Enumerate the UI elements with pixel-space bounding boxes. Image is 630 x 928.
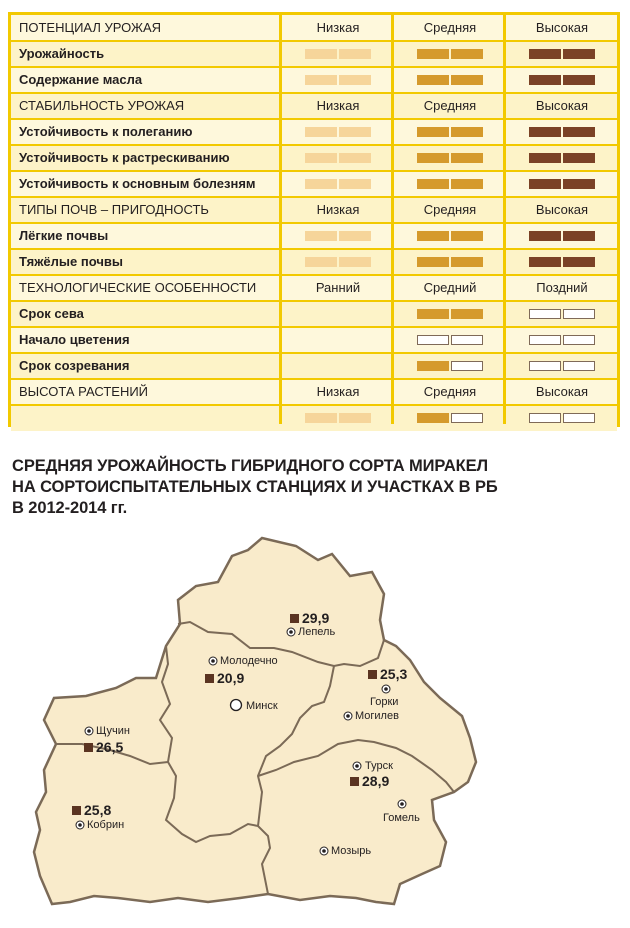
rating-bar-low bbox=[305, 179, 337, 189]
rating-bars bbox=[395, 335, 505, 345]
column-header: Низкая bbox=[316, 98, 360, 113]
city-marker-icon bbox=[75, 820, 85, 830]
rating-bar-mid bbox=[417, 153, 449, 163]
rating-bar-high bbox=[563, 257, 595, 267]
rating-bar-low bbox=[339, 49, 371, 59]
table-row bbox=[11, 145, 617, 171]
rating-bars bbox=[283, 75, 393, 85]
column-header: Средняя bbox=[423, 20, 477, 35]
rating-bar-high bbox=[529, 179, 561, 189]
rating-bars bbox=[283, 257, 393, 267]
city-marker-icon bbox=[319, 846, 329, 856]
rating-bar-low bbox=[305, 75, 337, 85]
title-line-3: В 2012-2014 гг. bbox=[12, 499, 128, 517]
row-divider bbox=[11, 118, 617, 120]
city-marker-icon bbox=[352, 761, 362, 771]
row-label: Срок созревания bbox=[19, 358, 130, 373]
table-row bbox=[11, 171, 617, 197]
rating-bars bbox=[283, 231, 393, 241]
rating-bars bbox=[395, 75, 505, 85]
column-header: Средняя bbox=[423, 202, 477, 217]
rating-bars bbox=[507, 335, 617, 345]
rating-bar-mid bbox=[451, 153, 483, 163]
table-row bbox=[11, 223, 617, 249]
yield-square-icon bbox=[84, 743, 93, 752]
rating-bars bbox=[283, 127, 393, 137]
rating-bar-low bbox=[339, 127, 371, 137]
yield-kobrin: 25,8 bbox=[72, 802, 111, 818]
yield-molodechno: 20,9 bbox=[205, 670, 244, 686]
city-marker-icon bbox=[208, 656, 218, 666]
rating-bars bbox=[395, 231, 505, 241]
city-kobrin: Кобрин bbox=[87, 819, 125, 831]
yield-tursk: 28,9 bbox=[350, 773, 389, 789]
row-divider bbox=[11, 404, 617, 406]
rating-bar-low bbox=[305, 49, 337, 59]
city-gomel: Гомель bbox=[383, 812, 420, 824]
column-header: Высокая bbox=[535, 20, 589, 35]
rating-bar-high bbox=[529, 49, 561, 59]
column-header: Низкая bbox=[316, 202, 360, 217]
city-lepel: Лепель bbox=[298, 626, 336, 638]
row-label: Устойчивость к основным болезням bbox=[19, 176, 256, 191]
row-divider bbox=[11, 196, 617, 198]
table-row bbox=[11, 327, 617, 353]
column-header: Ранний bbox=[315, 280, 361, 295]
table-row bbox=[11, 405, 617, 431]
rating-bar-mid bbox=[417, 49, 449, 59]
rating-bar-low bbox=[305, 231, 337, 241]
rating-bar-mid bbox=[417, 413, 449, 423]
rating-bar-empty bbox=[529, 309, 561, 319]
row-divider bbox=[11, 170, 617, 172]
rating-bar-low bbox=[339, 257, 371, 267]
rating-bar-mid bbox=[417, 257, 449, 267]
section-row bbox=[11, 379, 617, 405]
chart-title bbox=[12, 456, 498, 519]
row-label: Срок сева bbox=[19, 306, 84, 321]
rating-bars bbox=[395, 127, 505, 137]
rating-bars bbox=[395, 49, 505, 59]
rating-bars bbox=[283, 153, 393, 163]
rating-bar-low bbox=[339, 413, 371, 423]
yield-lepel: 29,9 bbox=[290, 610, 329, 626]
city-gorki: Горки bbox=[370, 696, 399, 708]
row-divider bbox=[11, 352, 617, 354]
rating-bar-empty bbox=[529, 335, 561, 345]
rating-bar-high bbox=[563, 179, 595, 189]
rating-bar-empty bbox=[529, 413, 561, 423]
rating-bar-high bbox=[563, 153, 595, 163]
rating-bar-empty bbox=[563, 335, 595, 345]
row-divider bbox=[11, 248, 617, 250]
rating-bars bbox=[507, 231, 617, 241]
rating-bars bbox=[395, 413, 505, 423]
rating-bar-mid bbox=[417, 309, 449, 319]
row-label: Содержание масла bbox=[19, 72, 143, 87]
rating-bar-mid bbox=[451, 127, 483, 137]
rating-bar-empty bbox=[451, 335, 483, 345]
rating-bar-low bbox=[305, 413, 337, 423]
city-molodechno: Молодечно bbox=[220, 655, 278, 667]
yield-square-icon bbox=[350, 777, 359, 786]
column-divider bbox=[503, 15, 506, 424]
rating-bar-low bbox=[305, 257, 337, 267]
rating-bar-empty bbox=[563, 309, 595, 319]
city-shchuchin: Щучин bbox=[96, 725, 131, 737]
column-divider bbox=[279, 15, 282, 424]
city-marker-icon bbox=[84, 726, 94, 736]
yield-square-icon bbox=[205, 674, 214, 683]
city-minsk: Минск bbox=[246, 700, 278, 712]
rating-bar-mid bbox=[417, 75, 449, 85]
column-header: Высокая bbox=[535, 384, 589, 399]
country-outline bbox=[34, 538, 476, 904]
row-divider bbox=[11, 40, 617, 42]
rating-bar-high bbox=[529, 153, 561, 163]
row-divider bbox=[11, 144, 617, 146]
map-svg bbox=[0, 530, 630, 923]
column-header: Низкая bbox=[316, 20, 360, 35]
rating-bar-low bbox=[339, 179, 371, 189]
rating-bars bbox=[507, 309, 617, 319]
row-label: ВЫСОТА РАСТЕНИЙ bbox=[19, 384, 149, 399]
row-divider bbox=[11, 378, 617, 380]
rating-bars bbox=[283, 49, 393, 59]
column-header: Средняя bbox=[423, 384, 477, 399]
column-header: Средний bbox=[423, 280, 477, 295]
row-label: СТАБИЛЬНОСТЬ УРОЖАЯ bbox=[19, 98, 185, 113]
column-divider bbox=[391, 15, 394, 424]
section-row bbox=[11, 93, 617, 119]
rating-bar-low bbox=[339, 153, 371, 163]
city-mozyr: Мозырь bbox=[331, 845, 372, 857]
rating-bars bbox=[395, 361, 505, 371]
rating-bar-low bbox=[339, 75, 371, 85]
row-divider bbox=[11, 66, 617, 68]
row-label: Начало цветения bbox=[19, 332, 130, 347]
rating-bar-empty bbox=[451, 413, 483, 423]
table-row bbox=[11, 301, 617, 327]
rating-bar-mid bbox=[451, 75, 483, 85]
city-marker-icon bbox=[286, 627, 296, 637]
characteristics-table bbox=[8, 12, 620, 427]
rating-bars bbox=[507, 179, 617, 189]
rating-bar-empty bbox=[451, 361, 483, 371]
rating-bars bbox=[395, 257, 505, 267]
rating-bar-high bbox=[563, 75, 595, 85]
row-label: Тяжёлые почвы bbox=[19, 254, 123, 269]
rating-bar-high bbox=[529, 75, 561, 85]
column-header: Поздний bbox=[536, 280, 588, 295]
rating-bars bbox=[507, 49, 617, 59]
rating-bar-mid bbox=[417, 127, 449, 137]
rating-bar-high bbox=[529, 257, 561, 267]
rating-bar-high bbox=[563, 231, 595, 241]
city-marker-icon bbox=[343, 711, 353, 721]
yield-gorki: 25,3 bbox=[368, 666, 407, 682]
row-label: Устойчивость к растрескиванию bbox=[19, 150, 230, 165]
rating-bar-mid bbox=[451, 179, 483, 189]
section-row bbox=[11, 15, 617, 41]
rating-bar-mid bbox=[417, 179, 449, 189]
rating-bar-mid bbox=[451, 49, 483, 59]
row-divider bbox=[11, 222, 617, 224]
rating-bar-low bbox=[339, 231, 371, 241]
rating-bar-high bbox=[529, 231, 561, 241]
row-divider bbox=[11, 274, 617, 276]
table-row bbox=[11, 119, 617, 145]
rating-bar-mid bbox=[451, 257, 483, 267]
rating-bars bbox=[507, 75, 617, 85]
row-label: Урожайность bbox=[19, 46, 105, 61]
rating-bars bbox=[507, 413, 617, 423]
rating-bars bbox=[283, 179, 393, 189]
rating-bar-mid bbox=[417, 361, 449, 371]
rating-bar-empty bbox=[563, 361, 595, 371]
belarus-map bbox=[0, 530, 630, 923]
row-divider bbox=[11, 92, 617, 94]
city-marker-icon bbox=[397, 799, 407, 809]
rating-bars bbox=[283, 413, 393, 423]
rating-bar-low bbox=[305, 153, 337, 163]
column-header: Низкая bbox=[316, 384, 360, 399]
rating-bar-high bbox=[563, 49, 595, 59]
rating-bars bbox=[507, 127, 617, 137]
rating-bar-empty bbox=[417, 335, 449, 345]
rating-bars bbox=[283, 335, 393, 345]
row-label: ПОТЕНЦИАЛ УРОЖАЯ bbox=[19, 20, 162, 35]
column-header: Средняя bbox=[423, 98, 477, 113]
row-label: Устойчивость к полеганию bbox=[19, 124, 193, 139]
rating-bars bbox=[283, 361, 393, 371]
yield-shchuchin: 26,5 bbox=[84, 739, 123, 755]
row-label: ТЕХНОЛОГИЧЕСКИЕ ОСОБЕННОСТИ bbox=[19, 280, 257, 295]
rating-bar-empty bbox=[563, 413, 595, 423]
rating-bar-empty bbox=[529, 361, 561, 371]
section-row bbox=[11, 275, 617, 301]
rating-bar-mid bbox=[451, 309, 483, 319]
rating-bars bbox=[283, 309, 393, 319]
title-line-2: НА СОРТОИСПЫТАТЕЛЬНЫХ СТАНЦИЯХ И УЧАСТКАХ В РБ bbox=[12, 478, 498, 496]
capital-marker-icon bbox=[229, 698, 243, 712]
table-row bbox=[11, 41, 617, 67]
column-header: Высокая bbox=[535, 98, 589, 113]
table-row bbox=[11, 67, 617, 93]
rating-bar-high bbox=[563, 127, 595, 137]
column-header: Высокая bbox=[535, 202, 589, 217]
rating-bars bbox=[507, 153, 617, 163]
table-row bbox=[11, 353, 617, 379]
yield-square-icon bbox=[368, 670, 377, 679]
rating-bars bbox=[395, 309, 505, 319]
city-tursk: Турск bbox=[365, 760, 393, 772]
rating-bars bbox=[395, 153, 505, 163]
row-divider bbox=[11, 326, 617, 328]
rating-bar-high bbox=[529, 127, 561, 137]
rating-bars bbox=[507, 361, 617, 371]
yield-square-icon bbox=[290, 614, 299, 623]
rating-bar-mid bbox=[451, 231, 483, 241]
section-row bbox=[11, 197, 617, 223]
city-marker-icon bbox=[381, 684, 391, 694]
yield-square-icon bbox=[72, 806, 81, 815]
row-label: Лёгкие почвы bbox=[19, 228, 109, 243]
rating-bar-low bbox=[305, 127, 337, 137]
title-line-1: СРЕДНЯЯ УРОЖАЙНОСТЬ ГИБРИДНОГО СОРТА МИРАКЕЛ bbox=[12, 457, 489, 475]
rating-bar-mid bbox=[417, 231, 449, 241]
row-divider bbox=[11, 300, 617, 302]
rating-bars bbox=[507, 257, 617, 267]
rating-bars bbox=[395, 179, 505, 189]
row-label: ТИПЫ ПОЧВ – ПРИГОДНОСТЬ bbox=[19, 202, 209, 217]
city-mogilev: Могилев bbox=[355, 710, 399, 722]
table-row bbox=[11, 249, 617, 275]
